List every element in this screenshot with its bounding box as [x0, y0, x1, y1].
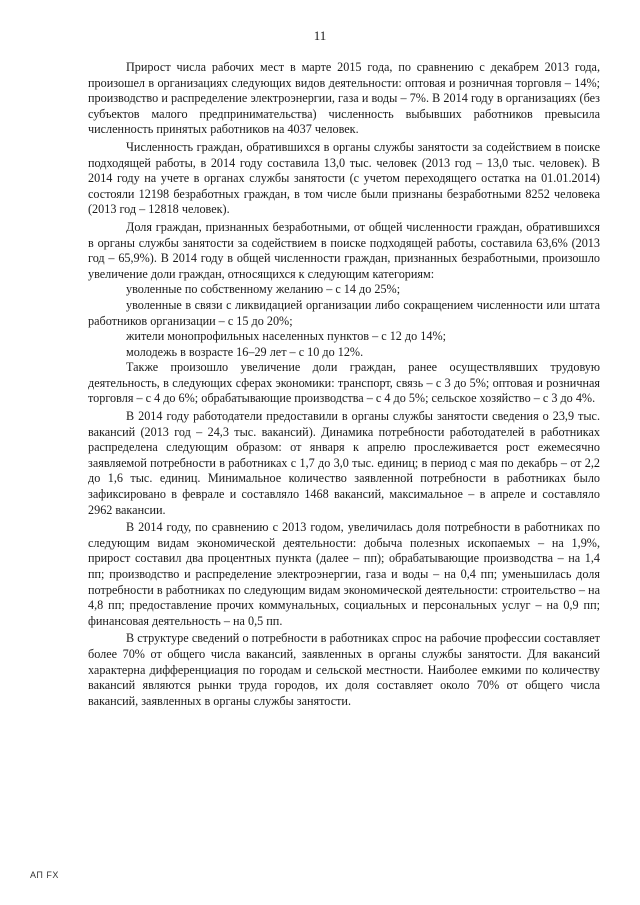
list-item-voluntary-dismissal: уволенные по собственному желанию – с 14 до 25%;: [126, 282, 401, 297]
page-number: 11: [313, 28, 327, 43]
paragraph-demand-structure: В структуре сведений о потребности в работниках спрос на рабочие профессии составляет более 70% от общего числа вакансий, заявленных в органы службы занятости. Для вакансий характерна дифференциация по городам и сельской местности. Наиболее емкими по количеству вакансий являются рынки труда городов, их доля составляет около 70% от общего числа вакансий, заявленных в органы службы занятости.: [88, 631, 600, 708]
paragraph-economy-sectors: Также произошло увеличение доли граждан, ранее осуществлявших трудовую деятельность, в следующих сферах экономики: транспорт, связь – с 3 до 5%; оптовая и розничная торговля – с 4 до 6%; обрабатывающие производства – с 4 до 5%; сельское хозяйство – с 3 до 4%.: [88, 360, 600, 406]
paragraph-unemployed-share: Доля граждан, признанных безработными, от общей численности граждан, обратившихся в органы службы занятости за содействием в поиске подходящей работы, составила 63,6% (2013 год – 65,9%). В 2014 году в общей численности граждан, признанных безработными, произошло увеличение доли граждан, относящихся к следующим категориям:: [88, 219, 600, 281]
paragraph-demand-by-activity: В 2014 году, по сравнению с 2013 годом, увеличилась доля потребности в работниках по следующим видам экономической деятельности: добыча полезных ископаемых – на 1,9%, прирост составил два процентных пункта (далее – пп); обрабатывающие производства – на 1,4 пп; производство и распределение электроэнергии, газа и воды – на 0,4 пп; уменьшилась доля потребности в работниках по следующим видам экономической деятельности: строительство – на 4,8 пп; предоставление прочих коммунальных, социальных и персональных услуг – на 0,9 пп; финансовая деятельность – на 0,5 пп.: [88, 520, 600, 628]
document-body: [88, 60, 600, 709]
paragraph-workplaces-growth: Прирост числа рабочих мест в марте 2015 года, по сравнению с декабрем 2013 года, произошел в организациях следующих видов деятельности: оптовая и розничная торговля – 14%; производство и распределение электроэнергии, газа и воды – 7%. В 2014 году в организациях (без субъектов малого предпринимательства) численность выбывших работников превысила численность принятых работников на 4037 человек.: [88, 60, 600, 137]
list-item-monotown-residents: жители монопрофильных населенных пунктов – с 12 до 14%;: [126, 329, 446, 344]
paragraph-employment-service-applicants: Численность граждан, обратившихся в органы службы занятости за содействием в поиске подходящей работы, в 2014 году составила 13,0 тыс. человек (2013 год – 13,0 тыс. человек). В 2014 году на учете в органах службы занятости (с учетом переходящего остатка на 01.01.2014) состояли 12198 безработных граждан, в том числе были признаны безработными 8252 человека (2013 год – 12818 человек).: [88, 139, 600, 217]
list-item-liquidation-dismissal: уволенные в связи с ликвидацией организации либо сокращением численности или штата работников организации – с 15 до 20%;: [88, 297, 600, 328]
paragraph-vacancies-dynamics: В 2014 году работодатели предоставили в органы службы занятости сведения о 23,9 тыс. вакансий (2013 год – 24,3 тыс. вакансий). Динамика потребности работодателей в работниках распределена следующим образом: от января к апрелю прослеживается рост ежемесячно заявляемой потребности в работниках с 1,7 до 3,0 тыс. единиц; в период с мая по декабрь – от 2,2 до 1,6 тыс. единиц. Минимальное количество заявленной потребности в работниках было зафиксировано в феврале и составляло 1468 вакансий, максимальное – в апреле и составляло 2962 вакансии.: [88, 409, 600, 517]
footer-mark: АП FX: [30, 870, 59, 880]
list-item-youth: молодежь в возрасте 16–29 лет – с 10 до 12%.: [126, 344, 364, 359]
